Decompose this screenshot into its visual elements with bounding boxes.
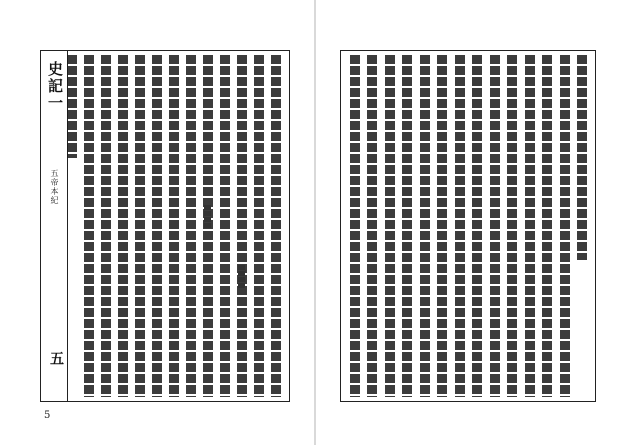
text-line (237, 55, 247, 397)
text-column (383, 55, 397, 397)
text-line (220, 55, 230, 397)
text-column (167, 55, 181, 397)
text-column (65, 55, 79, 397)
left-page-frame (40, 50, 290, 402)
text-column (575, 55, 589, 397)
text-line (560, 55, 570, 397)
text-column (252, 55, 266, 397)
text-column (269, 55, 283, 397)
text-column (201, 55, 215, 397)
text-column (150, 55, 164, 397)
text-line (525, 55, 535, 397)
book-title: 史記一 (46, 61, 64, 112)
right-page (316, 0, 630, 445)
left-page (0, 0, 314, 445)
text-line (507, 55, 517, 397)
right-page-frame (340, 50, 596, 402)
text-line (420, 55, 430, 397)
text-column (218, 55, 232, 397)
text-column (184, 55, 198, 397)
text-column (82, 55, 96, 397)
text-line (118, 55, 128, 397)
text-line (367, 55, 377, 397)
text-column (453, 55, 467, 397)
text-column (435, 55, 449, 397)
text-line (84, 55, 94, 397)
text-line (186, 55, 196, 397)
margin-column (41, 51, 68, 401)
text-line (402, 55, 412, 397)
text-line (67, 55, 77, 158)
text-column (400, 55, 414, 397)
text-line (101, 55, 111, 397)
text-column (418, 55, 432, 397)
text-column (488, 55, 502, 397)
annotation-note (204, 205, 211, 229)
chapter-title: 五帝本紀 (50, 169, 59, 205)
text-column (365, 55, 379, 397)
text-line (455, 55, 465, 397)
text-line (254, 55, 264, 397)
text-column (99, 55, 113, 397)
text-column (505, 55, 519, 397)
text-line (542, 55, 552, 397)
text-column (235, 55, 249, 397)
page-number: 5 (44, 410, 51, 421)
text-column (540, 55, 554, 397)
text-line (152, 55, 162, 397)
text-column (116, 55, 130, 397)
text-column (523, 55, 537, 397)
leaf-marker: 五 (48, 351, 64, 365)
text-column (470, 55, 484, 397)
text-line (437, 55, 447, 397)
text-column (558, 55, 572, 397)
text-line (350, 55, 360, 397)
text-line (385, 55, 395, 397)
text-line (577, 55, 587, 260)
text-line (472, 55, 482, 397)
text-line (490, 55, 500, 397)
text-column (133, 55, 147, 397)
annotation-note (238, 265, 245, 289)
text-line (135, 55, 145, 397)
text-line (271, 55, 281, 397)
text-line (169, 55, 179, 397)
text-column (348, 55, 362, 397)
